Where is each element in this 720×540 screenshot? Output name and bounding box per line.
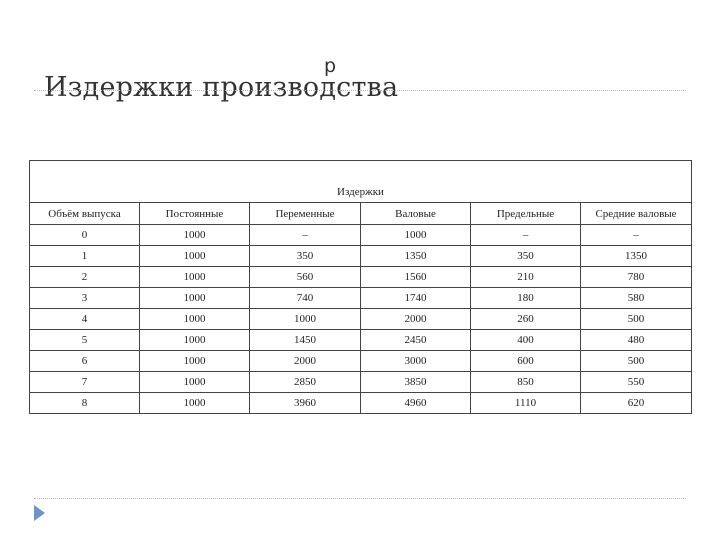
table-cell: 3960: [250, 393, 361, 414]
group-header-cell: Издержки: [30, 161, 692, 203]
table-cell: 3000: [361, 351, 471, 372]
table-cell: 480: [581, 330, 692, 351]
table-cell: 400: [471, 330, 581, 351]
table-cell: 2: [30, 267, 140, 288]
table-row: [30, 246, 692, 267]
column-header: Валовые: [361, 203, 471, 225]
table-cell: 1110: [471, 393, 581, 414]
table-cell: 2000: [250, 351, 361, 372]
table-row: [30, 393, 692, 414]
table-row: [30, 288, 692, 309]
table-cell: 1000: [140, 309, 250, 330]
table-cell: 7: [30, 372, 140, 393]
table-cell: –: [250, 225, 361, 246]
table-cell: 1000: [140, 267, 250, 288]
table-row: [30, 351, 692, 372]
table-cell: 2450: [361, 330, 471, 351]
table-cell: 780: [581, 267, 692, 288]
table-cell: 620: [581, 393, 692, 414]
table-cell: 740: [250, 288, 361, 309]
table-row: [30, 372, 692, 393]
table-cell: 2850: [250, 372, 361, 393]
table-header-row: [30, 203, 692, 225]
table-cell: 1000: [140, 393, 250, 414]
table-cell: 3850: [361, 372, 471, 393]
table-cell: 260: [471, 309, 581, 330]
column-header: Объём выпуска: [30, 203, 140, 225]
table-cell: 1000: [140, 225, 250, 246]
table-cell: 1: [30, 246, 140, 267]
table-cell: 1000: [140, 351, 250, 372]
title-divider: [34, 90, 686, 91]
table-cell: 1350: [581, 246, 692, 267]
table-cell: 1350: [361, 246, 471, 267]
table-cell: 850: [471, 372, 581, 393]
table-cell: 550: [581, 372, 692, 393]
table-cell: 0: [30, 225, 140, 246]
footer-divider: [34, 498, 686, 499]
table-row: [30, 267, 692, 288]
table-cell: 1000: [140, 330, 250, 351]
table-cell: 6: [30, 351, 140, 372]
table-cell: –: [581, 225, 692, 246]
column-header: Переменные: [250, 203, 361, 225]
table-row: [30, 330, 692, 351]
table-cell: 3: [30, 288, 140, 309]
table-cell: 1560: [361, 267, 471, 288]
table-cell: 2000: [361, 309, 471, 330]
table-cell: 1450: [250, 330, 361, 351]
table-cell: 500: [581, 309, 692, 330]
table-cell: 1000: [250, 309, 361, 330]
table-cell: 1000: [140, 288, 250, 309]
column-header: Предельные: [471, 203, 581, 225]
table-row: [30, 309, 692, 330]
costs-table: [29, 160, 692, 414]
table-cell: 4: [30, 309, 140, 330]
table-cell: –: [471, 225, 581, 246]
table-cell: 1000: [361, 225, 471, 246]
table-cell: 560: [250, 267, 361, 288]
table-cell: 5: [30, 330, 140, 351]
slide-title: Издержки производства: [44, 72, 399, 103]
table-cell: 600: [471, 351, 581, 372]
table-cell: 350: [471, 246, 581, 267]
table-group-header-row: [30, 161, 692, 203]
table-cell: 4960: [361, 393, 471, 414]
table-cell: 180: [471, 288, 581, 309]
table-row: [30, 225, 692, 246]
table-cell: 1000: [140, 246, 250, 267]
table-cell: 210: [471, 267, 581, 288]
column-header: Средние валовые: [581, 203, 692, 225]
slide-mark: p: [324, 55, 337, 77]
table-cell: 500: [581, 351, 692, 372]
play-arrow-icon[interactable]: [34, 505, 45, 521]
table-cell: 350: [250, 246, 361, 267]
table-cell: 1740: [361, 288, 471, 309]
table-cell: 580: [581, 288, 692, 309]
table-cell: 8: [30, 393, 140, 414]
table-cell: 1000: [140, 372, 250, 393]
column-header: Постоянные: [140, 203, 250, 225]
